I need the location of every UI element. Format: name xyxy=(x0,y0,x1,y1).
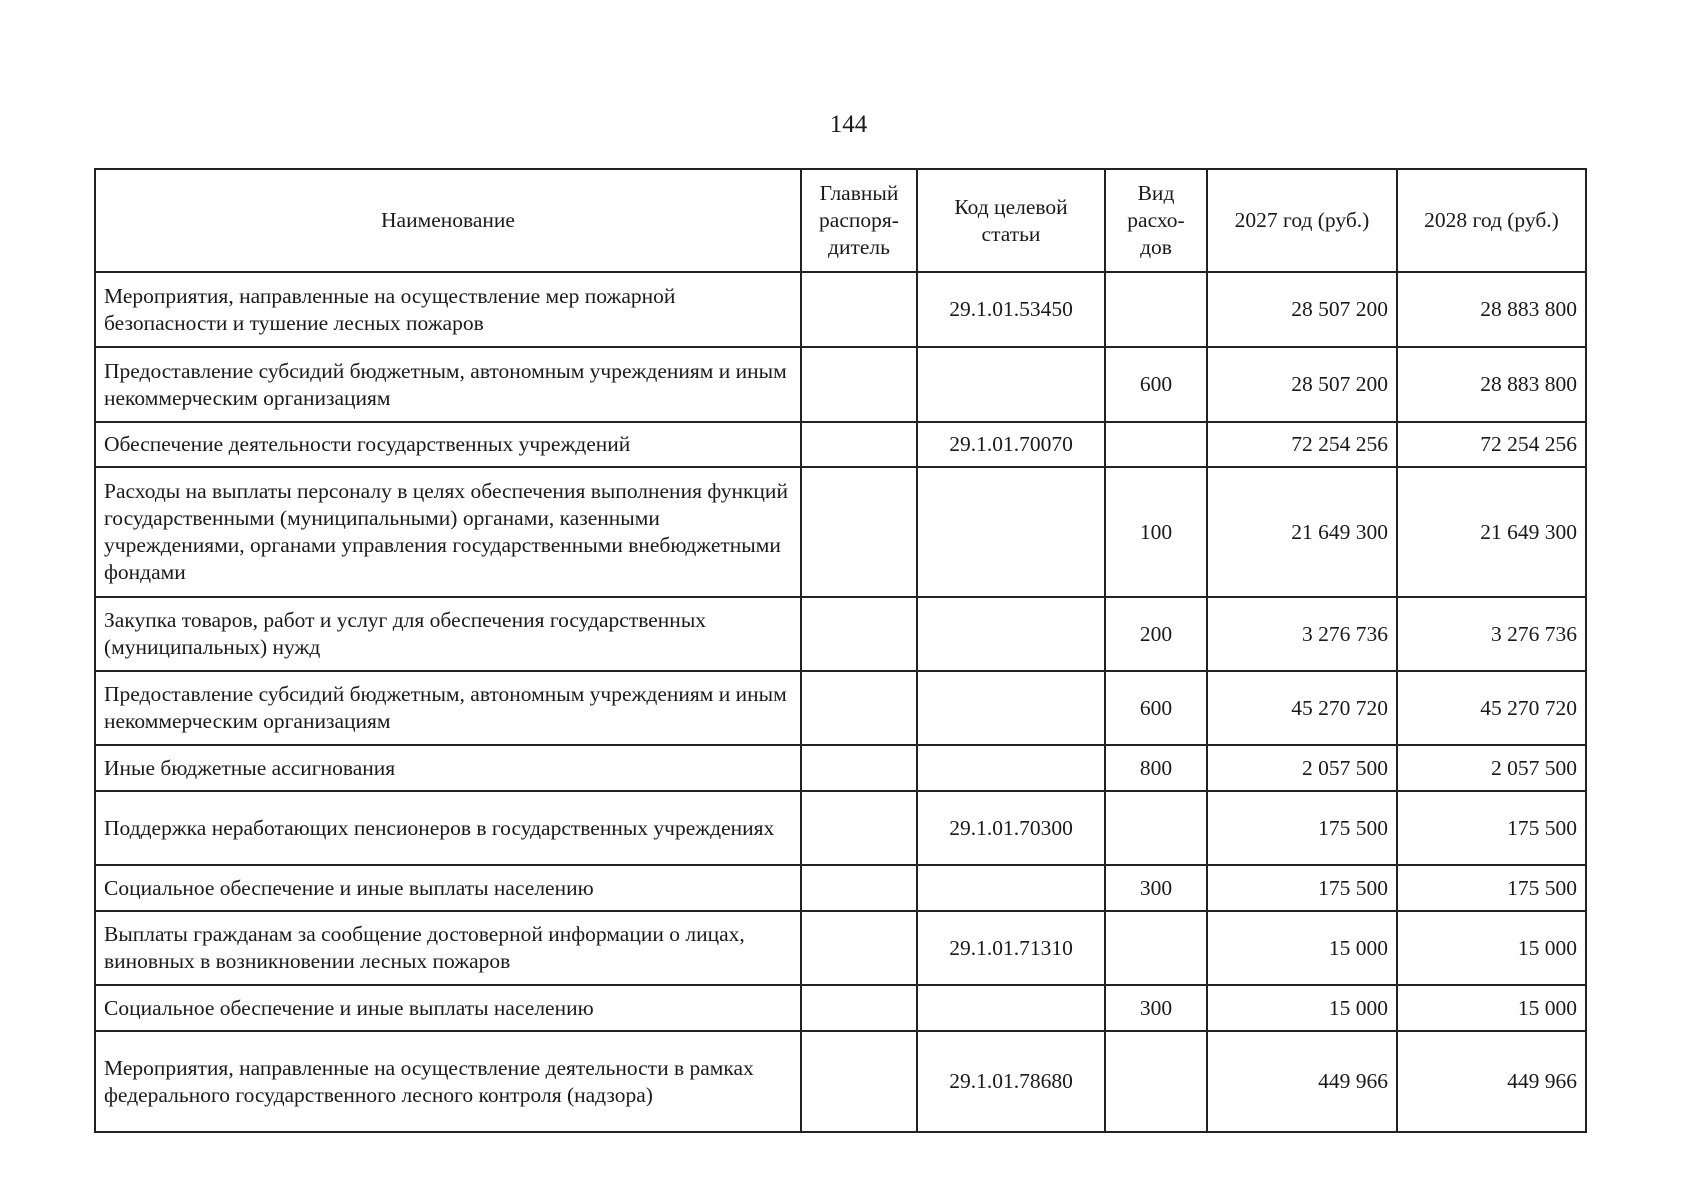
cell-code: 29.1.01.71310 xyxy=(917,911,1105,985)
cell-expense-type: 100 xyxy=(1105,467,1207,597)
cell-expense-type: 600 xyxy=(1105,347,1207,422)
header-2027: 2027 год (руб.) xyxy=(1207,169,1397,272)
cell-2027: 21 649 300 xyxy=(1207,467,1397,597)
cell-expense-type: 300 xyxy=(1105,865,1207,911)
cell-2028: 3 276 736 xyxy=(1397,597,1586,671)
cell-2027: 3 276 736 xyxy=(1207,597,1397,671)
cell-expense-type: 600 xyxy=(1105,671,1207,745)
cell-manager xyxy=(801,467,917,597)
table-header-row xyxy=(95,169,1586,272)
cell-2028: 21 649 300 xyxy=(1397,467,1586,597)
cell-code xyxy=(917,745,1105,791)
cell-manager xyxy=(801,597,917,671)
cell-2027: 72 254 256 xyxy=(1207,422,1397,467)
cell-manager xyxy=(801,791,917,865)
cell-2028: 175 500 xyxy=(1397,865,1586,911)
cell-2028: 175 500 xyxy=(1397,791,1586,865)
cell-2027: 175 500 xyxy=(1207,865,1397,911)
cell-2027: 45 270 720 xyxy=(1207,671,1397,745)
page-number: 144 xyxy=(829,111,868,138)
cell-expense-type xyxy=(1105,791,1207,865)
header-2028: 2028 год (руб.) xyxy=(1397,169,1586,272)
cell-code: 29.1.01.70300 xyxy=(917,791,1105,865)
table-row xyxy=(95,985,1586,1031)
cell-2027: 15 000 xyxy=(1207,985,1397,1031)
cell-expense-type xyxy=(1105,422,1207,467)
cell-name: Социальное обеспечение и иные выплаты населению xyxy=(95,985,801,1031)
cell-name: Социальное обеспечение и иные выплаты населению xyxy=(95,865,801,911)
cell-code xyxy=(917,985,1105,1031)
table-row xyxy=(95,745,1586,791)
cell-2028: 28 883 800 xyxy=(1397,347,1586,422)
header-code: Код целевой статьи xyxy=(917,169,1105,272)
header-manager: Главный распоря-дитель xyxy=(801,169,917,272)
cell-name: Поддержка неработающих пенсионеров в государственных учреждениях xyxy=(95,791,801,865)
cell-name: Мероприятия, направленные на осуществление деятельности в рамках федерального государственного лесного контроля (надзора) xyxy=(95,1031,801,1132)
cell-code: 29.1.01.53450 xyxy=(917,272,1105,347)
table-row xyxy=(95,347,1586,422)
header-expense-type: Вид расхо-дов xyxy=(1105,169,1207,272)
cell-manager xyxy=(801,745,917,791)
cell-manager xyxy=(801,865,917,911)
cell-name: Мероприятия, направленные на осуществление мер пожарной безопасности и тушение лесных пожаров xyxy=(95,272,801,347)
cell-2027: 175 500 xyxy=(1207,791,1397,865)
cell-name: Предоставление субсидий бюджетным, автономным учреждениям и иным некоммерческим организациям xyxy=(95,347,801,422)
cell-expense-type: 200 xyxy=(1105,597,1207,671)
cell-manager xyxy=(801,671,917,745)
cell-2028: 15 000 xyxy=(1397,985,1586,1031)
cell-2027: 28 507 200 xyxy=(1207,272,1397,347)
cell-2028: 72 254 256 xyxy=(1397,422,1586,467)
cell-2027: 2 057 500 xyxy=(1207,745,1397,791)
cell-manager xyxy=(801,1031,917,1132)
table-row xyxy=(95,911,1586,985)
cell-name: Предоставление субсидий бюджетным, автономным учреждениям и иным некоммерческим организациям xyxy=(95,671,801,745)
table-row xyxy=(95,272,1586,347)
cell-2028: 45 270 720 xyxy=(1397,671,1586,745)
cell-2027: 28 507 200 xyxy=(1207,347,1397,422)
cell-expense-type: 800 xyxy=(1105,745,1207,791)
cell-code: 29.1.01.78680 xyxy=(917,1031,1105,1132)
cell-expense-type: 300 xyxy=(1105,985,1207,1031)
table-row xyxy=(95,597,1586,671)
cell-code xyxy=(917,347,1105,422)
cell-2027: 449 966 xyxy=(1207,1031,1397,1132)
cell-code xyxy=(917,467,1105,597)
table-row xyxy=(95,467,1586,597)
cell-expense-type xyxy=(1105,272,1207,347)
cell-expense-type xyxy=(1105,1031,1207,1132)
cell-2028: 28 883 800 xyxy=(1397,272,1586,347)
cell-manager xyxy=(801,911,917,985)
cell-name: Расходы на выплаты персоналу в целях обеспечения выполнения функций государственными (муниципальными) органами, казенными учреждениями, органами управления государственными внебюджетными фондами xyxy=(95,467,801,597)
cell-2028: 15 000 xyxy=(1397,911,1586,985)
cell-2027: 15 000 xyxy=(1207,911,1397,985)
cell-code xyxy=(917,671,1105,745)
table-row xyxy=(95,865,1586,911)
cell-2028: 2 057 500 xyxy=(1397,745,1586,791)
cell-manager xyxy=(801,272,917,347)
cell-code xyxy=(917,865,1105,911)
table-row xyxy=(95,791,1586,865)
budget-table xyxy=(94,168,1587,1133)
header-name: Наименование xyxy=(95,169,801,272)
cell-manager xyxy=(801,347,917,422)
cell-name: Обеспечение деятельности государственных учреждений xyxy=(95,422,801,467)
table-row xyxy=(95,671,1586,745)
cell-expense-type xyxy=(1105,911,1207,985)
cell-2028: 449 966 xyxy=(1397,1031,1586,1132)
table-row xyxy=(95,422,1586,467)
cell-code: 29.1.01.70070 xyxy=(917,422,1105,467)
cell-manager xyxy=(801,985,917,1031)
cell-name: Иные бюджетные ассигнования xyxy=(95,745,801,791)
cell-name: Выплаты гражданам за сообщение достоверной информации о лицах, виновных в возникновении лесных пожаров xyxy=(95,911,801,985)
cell-manager xyxy=(801,422,917,467)
cell-name: Закупка товаров, работ и услуг для обеспечения государственных (муниципальных) нужд xyxy=(95,597,801,671)
table-row xyxy=(95,1031,1586,1132)
cell-code xyxy=(917,597,1105,671)
